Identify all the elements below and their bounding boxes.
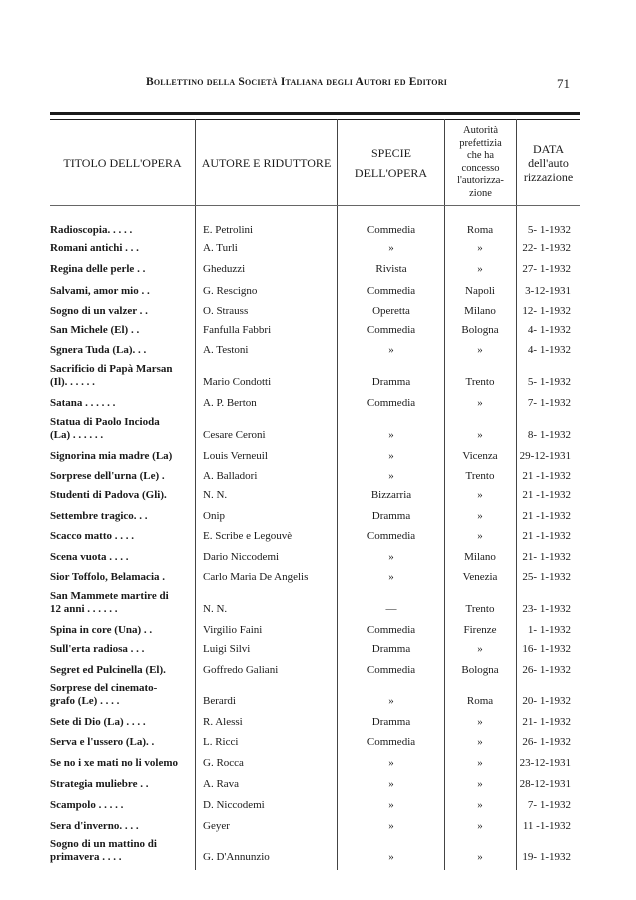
work-title-line: Regina delle perle . . [50,263,146,275]
work-title-line: Salvami, amor mio . . [50,285,150,297]
running-title: Bollettino della Società Italiana degli Autori ed Editori [146,76,448,88]
work-title [50,397,192,410]
work-title-line: Scacco matto . . . . [50,530,135,542]
authorization-date: 20- 1-1932 [522,695,571,707]
work-kind: » [388,429,394,441]
work-title-line: Sorprese dell'urna (Le) . [50,470,165,482]
work-title [50,757,192,770]
authorization-date: 1- 1-1932 [527,624,571,636]
work-title [50,450,192,463]
col-header-authority: Autorità prefettizia che ha concesso l'autorizza- zione [457,125,504,199]
authorization-date: 7- 1-1932 [527,397,571,409]
table-row [0,237,636,255]
work-title-line: Scena vuota . . . . [50,551,129,563]
author: O. Strauss [203,305,249,317]
authorization-date: 12- 1-1932 [522,305,571,317]
author: Cesare Ceroni [203,429,266,441]
work-title [50,470,192,483]
authorization-date: 8- 1-1932 [527,429,571,441]
work-title-line: Sgnera Tuda (La). . . [50,344,147,356]
work-title-line: Sull'erta radiosa . . . [50,643,145,655]
work-kind: Commedia [366,530,416,542]
work-kind: Commedia [366,624,416,636]
work-title-line: Settembre tragico. . . [50,510,148,522]
work-kind: » [388,470,394,482]
work-title-line: Spina in core (Una) . . [50,624,153,636]
authority: Roma [466,695,494,707]
authority: » [477,736,483,748]
work-title [50,571,192,584]
work-kind: » [388,851,394,863]
authority: » [477,799,483,811]
work-title-line: Segret ed Pulcinella (El). [50,664,166,676]
author: L. Ricci [203,736,239,748]
table-row [0,465,636,483]
author: E. Scribe e Legouvè [203,530,293,542]
author: Luigi Silvi [203,643,251,655]
work-title-line: grafo (Le) . . . . [50,695,120,707]
work-title [50,838,192,864]
work-kind: » [388,571,394,583]
work-kind: Commedia [366,736,416,748]
author: A. Turli [203,242,238,254]
author: Onip [203,510,225,522]
work-kind: Commedia [366,285,416,297]
table-row [0,300,636,318]
col-header-kind: SPECIE DELL'OPERA [354,145,428,180]
work-title-line: Sior Toffolo, Belamacia . [50,571,165,583]
authority: » [477,397,483,409]
work-title-line: Strategia muliebre . . [50,778,149,790]
authority: » [477,643,483,655]
work-kind: Dramma [371,376,411,388]
table-row [0,773,636,791]
table-row [0,219,636,237]
work-title-line: Sorprese del cinemato- [50,682,158,694]
author: Carlo Maria De Angelis [203,571,309,583]
work-title-line: Sacrificio di Papà Marsan [50,363,173,375]
work-title [50,778,192,791]
work-kind: Commedia [366,224,416,236]
author: G. Rescigno [203,285,258,297]
authority: Napoli [465,285,495,297]
author: G. D'Annunzio [203,851,270,863]
work-title-line: Sogno di un mattino di [50,838,157,850]
table-row [0,638,636,656]
authority: » [477,716,483,728]
authorization-date: 25- 1-1932 [522,571,571,583]
authorization-date: 21- 1-1932 [522,716,571,728]
authority: » [477,263,483,275]
table-row [0,838,636,864]
work-title [50,263,192,276]
work-kind: » [388,695,394,707]
author: A. Testoni [203,344,249,356]
authorization-date: 3-12-1931 [525,285,571,297]
work-title [50,551,192,564]
work-kind: Operetta [372,305,410,317]
table-row [0,546,636,564]
work-title [50,489,192,502]
work-kind: » [388,344,394,356]
work-title-line: Signorina mia madre (La) [50,450,173,462]
work-title [50,510,192,523]
authority: » [477,851,483,863]
author: Goffredo Galiani [203,664,279,676]
authority: » [477,489,483,501]
work-title-line: Scampolo . . . . . [50,799,124,811]
author: A. Balladori [203,470,258,482]
work-title [50,820,192,833]
author: Dario Niccodemi [203,551,280,563]
work-title [50,305,192,318]
authority: Firenze [463,624,497,636]
authorization-date: 19- 1-1932 [522,851,571,863]
work-title [50,242,192,255]
authorization-date: 4- 1-1932 [527,344,571,356]
author: E. Petrolini [203,224,254,236]
work-title-line: San Michele (El) . . [50,324,140,336]
authority: » [477,344,483,356]
work-kind: Rivista [375,263,407,275]
table-row [0,339,636,357]
author: N. N. [203,489,228,501]
authority: » [477,429,483,441]
work-kind: » [388,242,394,254]
work-kind: Dramma [371,643,411,655]
work-kind: » [388,778,394,790]
work-kind: » [388,551,394,563]
work-title [50,643,192,656]
work-title [50,624,192,637]
authorization-date: 21 -1-1932 [522,470,571,482]
work-title [50,682,192,708]
authority: Trento [465,376,495,388]
work-title-line: 12 anni . . . . . . [50,603,118,615]
author: D. Niccodemi [203,799,265,811]
work-kind: Commedia [366,397,416,409]
work-title-line: Serva e l'ussero (La). . [50,736,155,748]
table-row [0,280,636,298]
table-row [0,484,636,502]
table-row [0,590,636,616]
table-row [0,566,636,584]
authorization-date: 5- 1-1932 [527,224,571,236]
authorization-date: 16- 1-1932 [522,643,571,655]
authorization-date: 26- 1-1932 [522,736,571,748]
authority: Roma [466,224,494,236]
authority: Trento [465,603,495,615]
author: N. N. [203,603,228,615]
col-header-title: TITOLO DELL'OPERA [63,155,182,170]
authorization-date: 21 -1-1932 [522,489,571,501]
work-title-line: (La) . . . . . . [50,429,104,441]
authority: » [477,820,483,832]
authorization-date: 23- 1-1932 [522,603,571,615]
work-title [50,716,192,729]
authority: Milano [464,551,496,563]
authorization-date: 26- 1-1932 [522,664,571,676]
authority: Trento [465,470,495,482]
work-title-line: Studenti di Padova (Gli). [50,489,167,501]
col-header-author: AUTORE E RIDUTTORE [201,155,332,170]
work-kind: Commedia [366,664,416,676]
work-kind: — [385,603,397,615]
authorization-date: 7- 1-1932 [527,799,571,811]
table-row [0,392,636,410]
work-title-line: Se no i xe mati no li volemo [50,757,179,769]
authority: Milano [464,305,496,317]
work-kind: » [388,799,394,811]
author: Virgilio Faini [203,624,263,636]
authority: » [477,510,483,522]
work-title-line: San Mammete martire di [50,590,169,602]
table-row [0,258,636,276]
work-title [50,416,192,442]
work-title [50,285,192,298]
work-title [50,590,192,616]
authorization-date: 23-12-1931 [519,757,571,769]
work-title-line: Romani antichi . . . [50,242,139,254]
table-row [0,525,636,543]
authorization-date: 21 -1-1932 [522,510,571,522]
author: Geyer [203,820,230,832]
work-kind: Bizzarria [370,489,412,501]
col-header-date: DATA dell'auto rizzazione [523,141,574,184]
work-title-line: Sogno di un valzer . . [50,305,148,317]
work-title [50,363,192,389]
authorization-date: 11 -1-1932 [522,820,571,832]
page-number: 71 [557,76,570,91]
work-title [50,736,192,749]
table-row [0,319,636,337]
author: A. P. Berton [203,397,257,409]
work-title-line: Satana . . . . . . [50,397,116,409]
authority: Bologna [461,324,499,336]
work-kind: » [388,820,394,832]
table-row [0,505,636,523]
author: Berardi [203,695,236,707]
authorization-date: 29-12-1931 [519,450,571,462]
author: Mario Condotti [203,376,272,388]
authorization-date: 28-12-1931 [519,778,571,790]
author: Gheduzzi [203,263,246,275]
work-title [50,324,192,337]
work-title-line: Sete di Dio (La) . . . . [50,716,146,728]
table-row [0,794,636,812]
table-row [0,416,636,442]
authority: » [477,757,483,769]
authorization-date: 21- 1-1932 [522,551,571,563]
work-title-line: primavera . . . . [50,851,122,863]
work-title [50,530,192,543]
work-title [50,344,192,357]
table-row [0,363,636,389]
table-row [0,815,636,833]
author: A. Rava [203,778,240,790]
author: R. Alessi [203,716,243,728]
authority: Bologna [461,664,499,676]
authorization-date: 22- 1-1932 [522,242,571,254]
table-row [0,752,636,770]
table-row [0,445,636,463]
authorization-date: 5- 1-1932 [527,376,571,388]
work-title-line: Sera d'inverno. . . . [50,820,139,832]
authority: Venezia [462,571,498,583]
authority: » [477,530,483,542]
authority: » [477,242,483,254]
table-row [0,731,636,749]
work-kind: » [388,757,394,769]
work-title [50,664,192,677]
work-kind: Commedia [366,324,416,336]
work-title [50,799,192,812]
authorization-date: 4- 1-1932 [527,324,571,336]
work-title-line: Radioscopia. . . . . [50,224,133,236]
work-kind: Dramma [371,716,411,728]
author: G. Rocca [203,757,244,769]
author: Fanfulla Fabbri [203,324,272,336]
author: Louis Verneuil [203,450,268,462]
authority: » [477,778,483,790]
table-row [0,682,636,708]
work-kind: » [388,450,394,462]
work-title-line: (Il). . . . . . [50,376,95,388]
table-row [0,619,636,637]
authority: Vicenza [462,450,498,462]
work-title [50,224,192,237]
table-row [0,659,636,677]
work-title-line: Statua di Paolo Incioda [50,416,160,428]
authorization-date: 27- 1-1932 [522,263,571,275]
work-kind: Dramma [371,510,411,522]
authorization-date: 21 -1-1932 [522,530,571,542]
table-row [0,711,636,729]
